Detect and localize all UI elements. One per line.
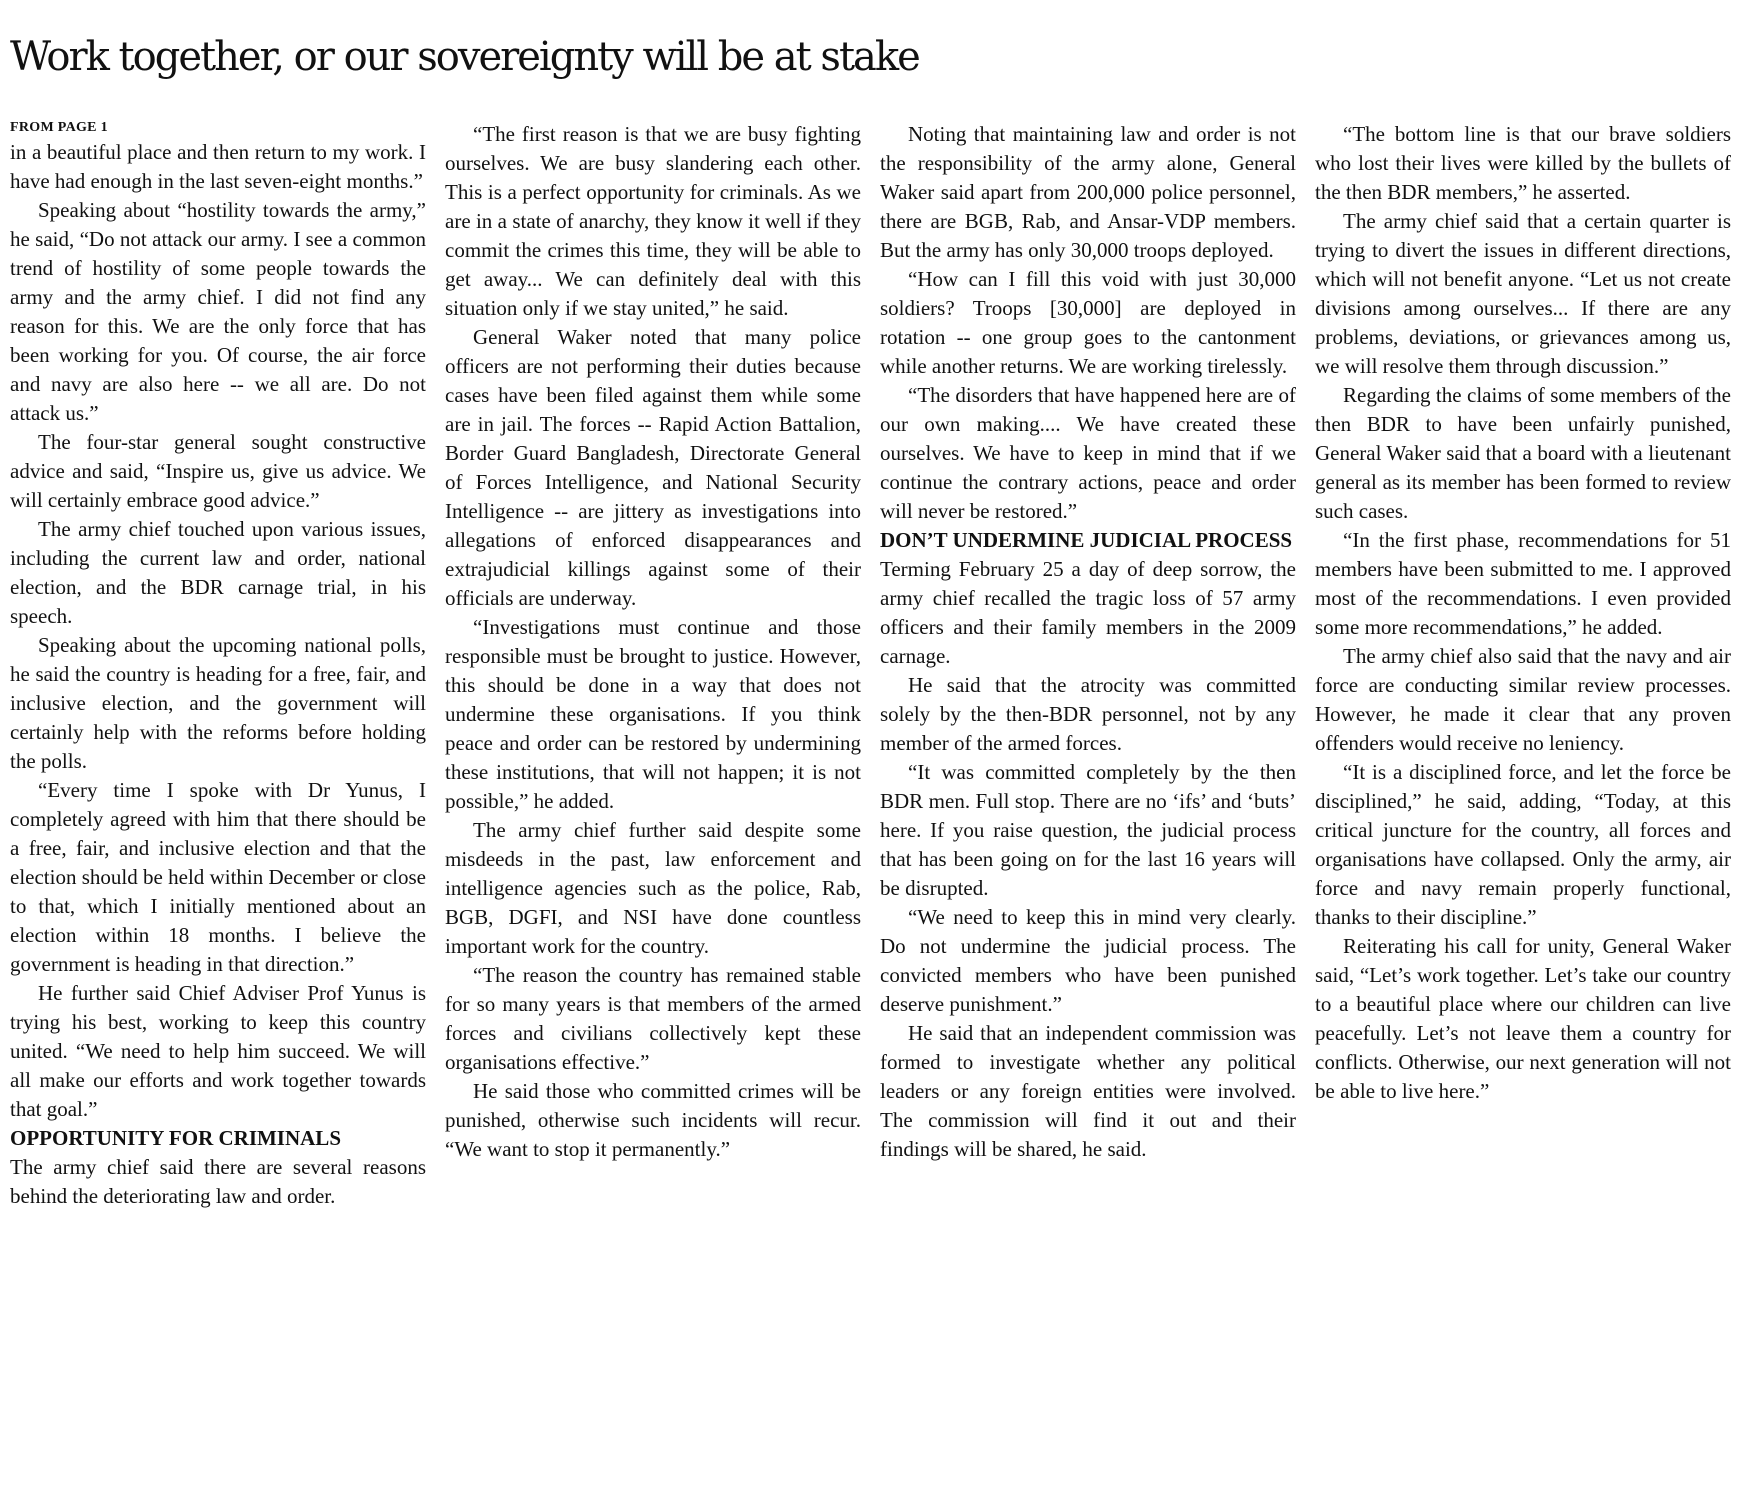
article-paragraph: in a beautiful place and then return to my work. I have had enough in the last seven-eight months.” [10,140,426,193]
article-paragraph: He said that the atrocity was committed solely by the then-BDR personnel, not by any member of the armed forces. [880,673,1296,755]
article-paragraph: Terming February 25 a day of deep sorrow, the army chief recalled the tragic loss of 57 army officers and their family members in the 2009 carnage. [880,557,1296,668]
article-paragraph: “We need to keep this in mind very clearly. Do not undermine the judicial process. The convicted members who have been punished deserve punishment.” [880,905,1296,1016]
article-paragraph: “The first reason is that we are busy fighting ourselves. We are busy slandering each other. This is a perfect opportunity for criminals. As we are in a state of anarchy, they know it well if they commit the crimes this time, they will be able to get away... We can definitely deal with this situation only if we stay united,” he said. [445,122,861,320]
kicker-from-page: FROM PAGE 1 [10,120,108,135]
section-subhead: DON’T UNDERMINE JUDICIAL PROCESS [880,528,1293,552]
article-paragraph: Speaking about the upcoming national polls, he said the country is heading for a free, fair, and inclusive election, and the government will certainly help with the reforms before holding the polls. [10,633,426,773]
section-subhead: OPPORTUNITY FOR CRIMINALS [10,1126,341,1150]
article-paragraph: Speaking about “hostility towards the army,” he said, “Do not attack our army. I see a common trend of hostility of some people towards the army and the army chief. I did not find any reason for this. We are the only force that has been working for you. Of course, the air force and navy are also here -- we all are. Do not attack us.” [10,198,426,425]
article-paragraph: He said those who committed crimes will be punished, otherwise such incidents will recur. “We want to stop it permanently.” [445,1079,861,1161]
article-paragraph: General Waker noted that many police officers are not performing their duties because cases have been filed against them while some are in jail. The forces -- Rapid Action Battalion, Border Guard Bangladesh, Directorate General of Forces Intelligence, and National Security Intelligence -- are jittery as investigations into allegations of enforced disappearances and extrajudicial killings against some of their officials are underway. [445,325,861,610]
article-paragraph: The army chief said that a certain quarter is trying to divert the issues in different directions, which will not benefit anyone. “Let us not create divisions among ourselves... If there are any problems, deviations, or grievances among us, we will resolve them through discussion.” [1315,209,1731,378]
article-paragraph: “The bottom line is that our brave soldiers who lost their lives were killed by the bullets of the then BDR members,” he asserted. [1315,122,1731,204]
article-column-3 [880,120,1296,1490]
article-paragraph: “The disorders that have happened here are of our own making.... We have created these ourselves. We have to keep in mind that if we continue the contrary actions, peace and order will never be restored.” [880,383,1296,523]
article-paragraph: The army chief touched upon various issues, including the current law and order, national election, and the BDR carnage trial, in his speech. [10,517,426,628]
article-paragraph: He said that an independent commission was formed to investigate whether any political leaders or any foreign entities were involved. The commission will find it out and their findings will be shared, he said. [880,1021,1296,1161]
article-column-1 [10,120,426,1490]
article-paragraph: “Every time I spoke with Dr Yunus, I completely agreed with him that there should be a free, fair, and inclusive election and that the election should be held within December or close to that, which I initially mentioned about an election within 18 months. I believe the government is heading in that direction.” [10,778,426,976]
article-column-2 [445,120,861,1490]
headline: Work together, or our sovereignty will be at stake [10,34,919,80]
article-columns [10,120,1735,1490]
article-paragraph: The army chief said there are several reasons behind the deteriorating law and order. [10,1155,426,1208]
article-paragraph: Regarding the claims of some members of the then BDR to have been unfairly punished, General Waker said that a board with a lieutenant general as its member has been formed to review such cases. [1315,383,1731,523]
article-paragraph: “It was committed completely by the then BDR men. Full stop. There are no ‘ifs’ and ‘buts’ here. If you raise question, the judicial process that has been going on for the last 16 years will be disrupted. [880,760,1296,900]
article-paragraph: The army chief further said despite some misdeeds in the past, law enforcement and intelligence agencies such as the police, Rab, BGB, DGFI, and NSI have done countless important work for the country. [445,818,861,958]
article-paragraph: “The reason the country has remained stable for so many years is that members of the armed forces and civilians collectively kept these organisations effective.” [445,963,861,1074]
article-paragraph: Reiterating his call for unity, General Waker said, “Let’s work together. Let’s take our country to a beautiful place where our children can live peacefully. Let’s not leave them a country for conflicts. Otherwise, our next generation will not be able to live here.” [1315,934,1731,1103]
article-paragraph: He further said Chief Adviser Prof Yunus is trying his best, working to keep this country united. “We need to help him succeed. We will all make our efforts and work together towards that goal.” [10,981,426,1121]
article-paragraph: “It is a disciplined force, and let the force be disciplined,” he said, adding, “Today, at this critical juncture for the country, all forces and organisations have collapsed. Only the army, air force and navy remain properly functional, thanks to their discipline.” [1315,760,1731,929]
article-paragraph: “Investigations must continue and those responsible must be brought to justice. However, this should be done in a way that does not undermine these organisations. If you think peace and order can be restored by undermining these institutions, that will not happen; it is not possible,” he added. [445,615,861,813]
article-paragraph: The army chief also said that the navy and air force are conducting similar review processes. However, he made it clear that any proven offenders would receive no leniency. [1315,644,1731,755]
article-column-4 [1315,120,1731,1490]
article-paragraph: Noting that maintaining law and order is not the responsibility of the army alone, General Waker said apart from 200,000 police personnel, there are BGB, Rab, and Ansar-VDP members. But the army has only 30,000 troops deployed. [880,122,1296,262]
article-paragraph: “In the first phase, recommendations for 51 members have been submitted to me. I approved most of the recommendations. I even provided some more recommendations,” he added. [1315,528,1731,639]
article-paragraph: The four-star general sought constructive advice and said, “Inspire us, give us advice. We will certainly embrace good advice.” [10,430,426,512]
article-paragraph: “How can I fill this void with just 30,000 soldiers? Troops [30,000] are deployed in rotation -- one group goes to the cantonment while another returns. We are working tirelessly. [880,267,1296,378]
